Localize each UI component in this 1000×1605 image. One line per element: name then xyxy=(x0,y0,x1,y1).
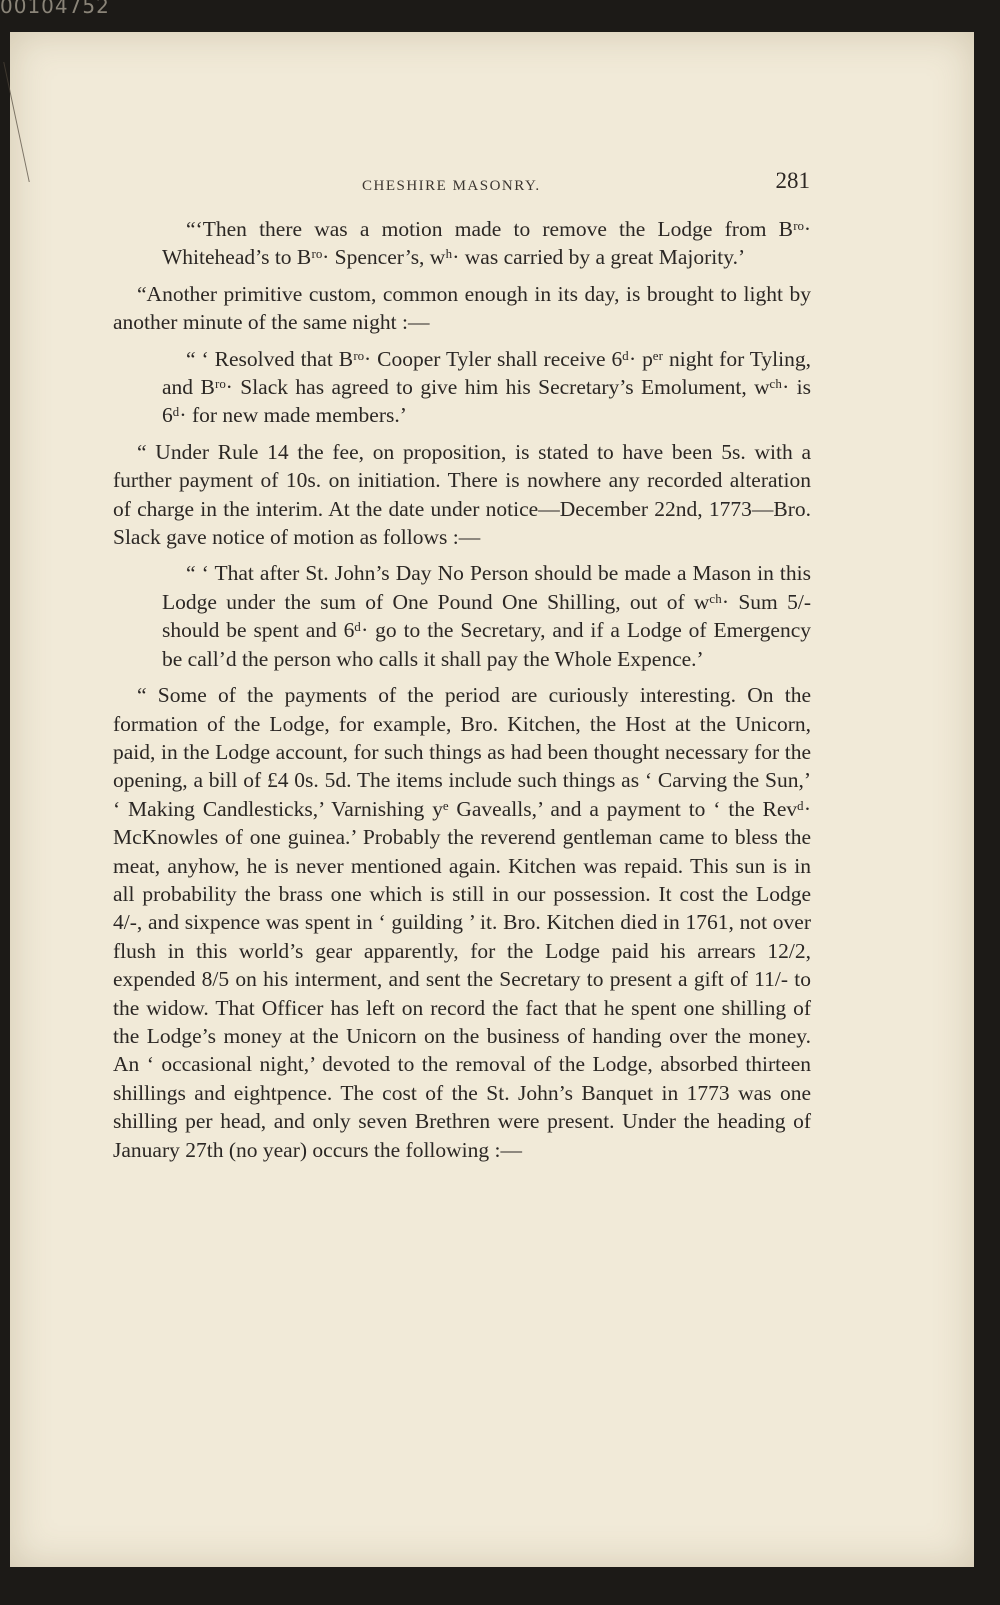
page-number: 281 xyxy=(775,168,810,193)
paragraph: “Another primitive custom, common enough in its day, is brought to light by another minute of the same night :— xyxy=(113,281,811,335)
paragraph: “ Some of the payments of the period are curiously interesting. On the formation of the Lodge, for example, Bro. Kitchen, the Host at the Unicorn, paid, in the Lodge account, for such things as had been thought necessary for the opening, a bill of £4 0s. 5d. The items include such things as ‘ Carving the Sun,’ ‘ Making Candlesticks,’ Varnishing yᵉ Gavealls,’ and a payment to ‘ the Revᵈ· McKnowles of one guinea.’ Probably the reverend gentleman came to bless the meat, anyhow, he is never mentioned again. Kitchen was repaid. This sun is in all probability the brass one which is still in our possession. It cost the Lodge 4/-, and sixpence was spent in ‘ guilding ’ it. Bro. Kitchen died in 1761, not over flush in this world’s gear apparently, for the Lodge paid his arrears 12/2, expended 8/5 on his interment, and sent the Secretary to present a gift of 11/- to the widow. That Officer has left on record the fact that he spent one shilling of the Lodge’s money at the Unicorn on the business of handing over the money. An ‘ occasional night,’ devoted to the removal of the Lodge, absorbed thirteen shillings and eightpence. The cost of the St. John’s Banquet in 1773 was one shilling per head, and only seven Brethren were present. Under the heading of January 27th (no year) occurs the following :— xyxy=(113,683,811,1162)
running-head: CHESHIRE MASONRY. xyxy=(362,178,541,194)
paragraph: “ Under Rule 14 the fee, on proposition, is stated to have been 5s. with a further payment of 10s. on initiation. There is nowhere any recorded alteration of charge in the interim. At the date under notice—December 22nd, 1773—Bro. Slack gave notice of motion as follows :— xyxy=(113,439,811,550)
page-header xyxy=(110,140,810,194)
archive-label: 00104752 xyxy=(0,0,110,18)
quoted-minute: “ ‘ Resolved that Bʳᵒ· Cooper Tyler shall receive 6ᵈ· pᵉʳ night for Tyling, and Bʳᵒ· Slack has agreed to give him his Secretary’s Emolument, wᶜʰ· is 6ᵈ· for new made members.’ xyxy=(162,346,811,428)
page-crease xyxy=(3,62,50,182)
quoted-minute: “‘Then there was a motion made to remove the Lodge from Bʳᵒ· Whitehead’s to Bʳᵒ· Spencer’s, wʰ· was carried by a great Majority.’ xyxy=(162,217,811,270)
body-text xyxy=(113,215,811,1172)
quoted-minute: “ ‘ That after St. John’s Day No Person should be made a Mason in this Lodge under the sum of One Pound One Shilling, out of wᶜʰ· Sum 5/- should be spent and 6ᵈ· go to the Secretary, and if a Lodge of Emergency be call’d the person who calls it shall pay the Whole Expence.’ xyxy=(162,561,811,671)
